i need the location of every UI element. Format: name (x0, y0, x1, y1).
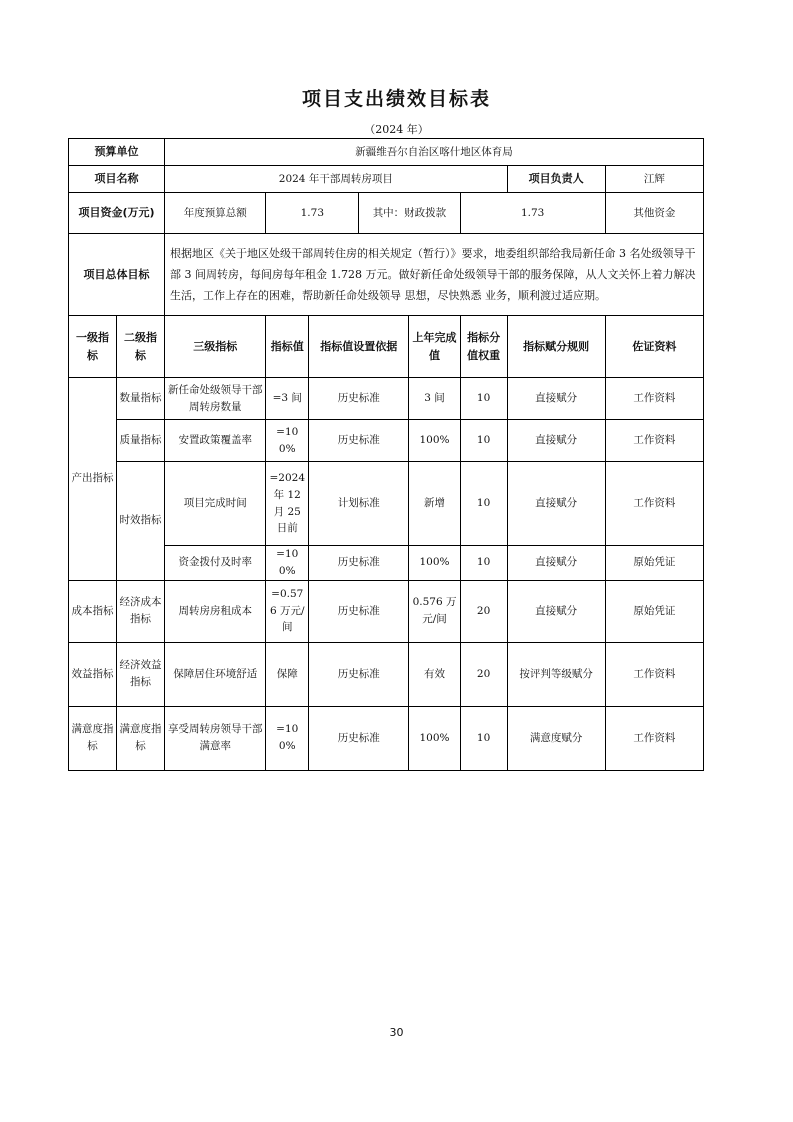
row-l2: 经济效益指标 (117, 642, 165, 706)
funds-label: 项目资金(万元) (69, 193, 165, 234)
project-name-row (69, 166, 704, 193)
row-value: =2024 年 12 月 25 日前 (266, 462, 309, 546)
row-weight: 10 (460, 462, 507, 546)
row-weight: 20 (460, 580, 507, 642)
row-rule: 直接赋分 (507, 378, 605, 420)
row-rule: 满意度赋分 (507, 706, 605, 770)
row-l2: 经济成本指标 (117, 580, 165, 642)
header-last-year: 上年完成值 (409, 316, 460, 378)
annual-budget-value: 1.73 (266, 193, 359, 234)
project-name-value: 2024 年干部周转房项目 (165, 166, 508, 193)
performance-table (68, 138, 704, 771)
unit-value: 新疆维吾尔自治区喀什地区体育局 (165, 139, 704, 166)
row-rule: 直接赋分 (507, 462, 605, 546)
row-l3: 安置政策覆盖率 (165, 420, 266, 462)
header-level2: 二级指标 (117, 316, 165, 378)
row-last: 有效 (409, 642, 460, 706)
owner-label: 项目负责人 (507, 166, 605, 193)
row-value: =3 间 (266, 378, 309, 420)
row-last: 3 间 (409, 378, 460, 420)
row-weight: 20 (460, 642, 507, 706)
header-level3: 三级指标 (165, 316, 266, 378)
row-basis: 历史标准 (309, 706, 409, 770)
row-l3: 资金拨付及时率 (165, 546, 266, 581)
row-l3: 保障居住环境舒适 (165, 642, 266, 706)
row-basis: 历史标准 (309, 378, 409, 420)
row-evidence: 工作资料 (605, 642, 703, 706)
fiscal-value: 1.73 (460, 193, 605, 234)
unit-row (69, 139, 704, 166)
row-evidence: 工作资料 (605, 378, 703, 420)
row-l3: 周转房房租成本 (165, 580, 266, 642)
row-weight: 10 (460, 546, 507, 581)
group-satisfaction: 满意度指标 (69, 706, 117, 770)
funds-row (69, 193, 704, 234)
row-rule: 按评判等级赋分 (507, 642, 605, 706)
header-row (69, 316, 704, 378)
table-row (69, 642, 704, 706)
row-value: =0.576 万元/间 (266, 580, 309, 642)
other-funds-label: 其他资金 (605, 193, 703, 234)
table-row (69, 546, 704, 581)
row-evidence: 工作资料 (605, 706, 703, 770)
row-value: 保障 (266, 642, 309, 706)
fiscal-label: 其中：财政拨款 (359, 193, 460, 234)
annual-budget-label: 年度预算总额 (165, 193, 266, 234)
row-basis: 历史标准 (309, 420, 409, 462)
table-row (69, 420, 704, 462)
row-value: =100% (266, 706, 309, 770)
row-evidence: 原始凭证 (605, 546, 703, 581)
table-row (69, 462, 704, 546)
row-l2: 数量指标 (117, 378, 165, 420)
header-level1: 一级指标 (69, 316, 117, 378)
group-benefit: 效益指标 (69, 642, 117, 706)
table-row (69, 580, 704, 642)
header-basis: 指标值设置依据 (309, 316, 409, 378)
row-l3: 新任命处级领导干部周转房数量 (165, 378, 266, 420)
row-last: 100% (409, 420, 460, 462)
header-evidence: 佐证资料 (605, 316, 703, 378)
goal-row (69, 234, 704, 316)
row-last: 100% (409, 546, 460, 581)
table-row (69, 706, 704, 770)
row-basis: 计划标准 (309, 462, 409, 546)
row-value: =100% (266, 546, 309, 581)
row-weight: 10 (460, 420, 507, 462)
row-l3: 享受周转房领导干部满意率 (165, 706, 266, 770)
row-rule: 直接赋分 (507, 420, 605, 462)
row-last: 新增 (409, 462, 460, 546)
row-weight: 10 (460, 378, 507, 420)
row-basis: 历史标准 (309, 580, 409, 642)
row-evidence: 原始凭证 (605, 580, 703, 642)
row-last: 100% (409, 706, 460, 770)
row-value: =100% (266, 420, 309, 462)
row-l2: 满意度指标 (117, 706, 165, 770)
row-l2: 质量指标 (117, 420, 165, 462)
row-last: 0.576 万元/间 (409, 580, 460, 642)
group-output: 产出指标 (69, 378, 117, 581)
goal-label: 项目总体目标 (69, 234, 165, 316)
page-number: 30 (389, 1026, 404, 1039)
row-l2: 时效指标 (117, 462, 165, 581)
row-basis: 历史标准 (309, 642, 409, 706)
row-rule: 直接赋分 (507, 580, 605, 642)
row-basis: 历史标准 (309, 546, 409, 581)
row-weight: 10 (460, 706, 507, 770)
group-cost: 成本指标 (69, 580, 117, 642)
project-name-label: 项目名称 (69, 166, 165, 193)
goal-text: 根据地区《关于地区处级干部周转住房的相关规定（暂行）》要求，地委组织部给我局新任命 3 名处级领导干部 3 间周转房，每间房每年租金 1.728 万元。做好新任命处级领导干部的服务保障，从人文关怀上着力解决生活，工作上存在的困难，帮助新任命处级领导 思想，尽快熟悉 业务，顺利渡过适应期。 (165, 234, 704, 316)
page-title: 项目支出绩效目标表 (301, 88, 491, 110)
unit-label: 预算单位 (69, 139, 165, 166)
row-evidence: 工作资料 (605, 462, 703, 546)
row-l3: 项目完成时间 (165, 462, 266, 546)
table-row (69, 378, 704, 420)
owner-value: 江辉 (605, 166, 703, 193)
row-evidence: 工作资料 (605, 420, 703, 462)
row-rule: 直接赋分 (507, 546, 605, 581)
header-rule: 指标赋分规则 (507, 316, 605, 378)
header-weight: 指标分值权重 (460, 316, 507, 378)
year-subtitle: （2024 年） (364, 123, 429, 136)
header-value: 指标值 (266, 316, 309, 378)
